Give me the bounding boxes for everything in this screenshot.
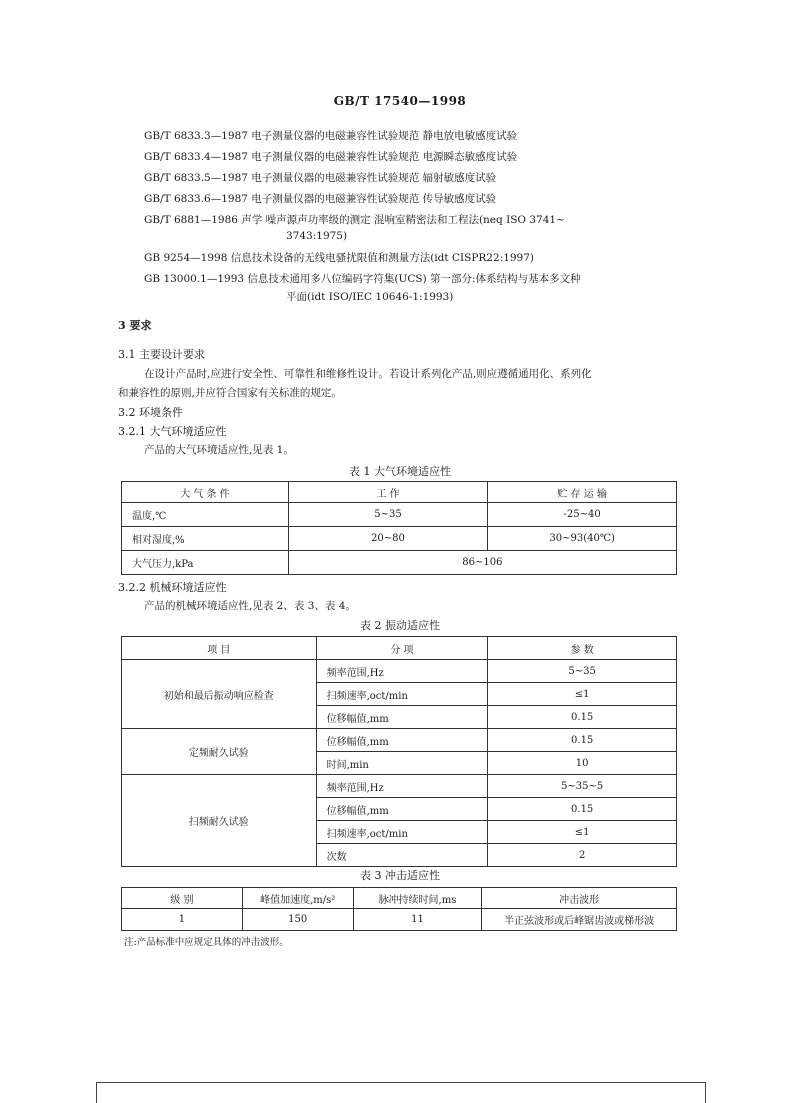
table-group-cell: 扫频耐久试验 [122,775,317,867]
standard-number-header: GB/T 17540—1998 [333,94,467,108]
page-bottom-frame [96,1082,706,1103]
table-cell: ≤1 [488,683,677,706]
table-cell: 20~80 [288,527,488,551]
table-3-note: 注:产品标准中应规定具体的冲击波形。 [124,937,289,948]
table-cell: 位移幅值,mm [316,798,488,821]
section-3-heading: 3 要求 [118,319,152,332]
table-cell: 150 [242,909,353,931]
table-cell: 5~35 [288,503,488,527]
reference-line-continued: 平面(idt ISO/IEC 10646-1:1993) [286,291,454,303]
table-1-atmospheric [121,481,677,575]
section-3-2-2-text: 产品的机械环境适应性,见表 2、表 3、表 4。 [144,600,356,612]
table-cell: 温度,℃ [122,503,289,527]
table-cell: 频率范围,Hz [316,775,488,798]
table-group-cell: 定频耐久试验 [122,729,317,775]
table-header-cell: 级 别 [122,888,243,909]
table-cell: 位移幅值,mm [316,706,488,729]
table-header-cell: 项 目 [122,637,317,660]
reference-line: GB/T 6833.5—1987 电子测量仪器的电磁兼容性试验规范 辐射敏感度试验 [144,172,497,184]
section-3-2-2-heading: 3.2.2 机械环境适应性 [118,581,227,594]
table-cell: 1 [122,909,243,931]
table-cell: 5~35 [488,660,677,683]
reference-line: GB/T 6833.6—1987 电子测量仪器的电磁兼容性试验规范 传导敏感度试验 [144,193,497,205]
table-cell: 扫频速率,oct/min [316,821,488,844]
table-cell: 30~93(40℃) [488,527,677,551]
section-3-2-1-heading: 3.2.1 大气环境适应性 [118,425,227,438]
table-header-cell: 脉冲持续时间,ms [353,888,482,909]
reference-line-continued: 3743:1975) [286,230,348,242]
table-cell: -25~40 [488,503,677,527]
table-cell: 2 [488,844,677,867]
table-cell: 10 [488,752,677,775]
table-cell: ≤1 [488,821,677,844]
table-cell: 大气压力,kPa [122,551,289,575]
reference-line: GB 13000.1—1993 信息技术通用多八位编码字符集(UCS) 第一部分:体系结构与基本多文种 [144,273,581,285]
table-cell: 半正弦波形或后峰锯齿波或梯形波 [482,909,677,931]
table-header-cell: 大 气 条 件 [122,482,289,503]
table-header-cell: 贮 存 运 输 [488,482,677,503]
table-3-shock [121,887,677,931]
table-header-cell: 分 项 [316,637,488,660]
table-header-cell: 参 数 [488,637,677,660]
table-group-cell: 初始和最后振动响应检查 [122,660,317,729]
table-cell: 位移幅值,mm [316,729,488,752]
section-3-1-text: 在设计产品时,应进行安全性、可靠性和维修性设计。若设计系列化产品,则应遵循通用化、系列化 [144,368,592,380]
table-cell: 86~106 [288,551,676,575]
table-header-cell: 工 作 [288,482,488,503]
table-cell: 0.15 [488,729,677,752]
section-3-2-1-text: 产品的大气环境适应性,见表 1。 [144,444,294,456]
table-cell: 0.15 [488,706,677,729]
table-cell: 扫频速率,oct/min [316,683,488,706]
table-header-cell: 冲击波形 [482,888,677,909]
section-3-1-text-cont: 和兼容性的原则,并应符合国家有关标准的规定。 [118,387,342,399]
table-cell: 时间,min [316,752,488,775]
table-cell: 5~35~5 [488,775,677,798]
section-3-2-heading: 3.2 环境条件 [118,406,183,419]
table-cell: 11 [353,909,482,931]
table-cell: 0.15 [488,798,677,821]
section-3-1-heading: 3.1 主要设计要求 [118,348,205,361]
reference-line: GB 9254—1998 信息技术设备的无线电骚扰限值和测量方法(idt CISPR22:1997) [144,252,535,264]
table-header-cell: 峰值加速度,m/s² [242,888,353,909]
table-cell: 频率范围,Hz [316,660,488,683]
table-3-caption: 表 3 冲击适应性 [360,869,440,882]
table-cell: 相对湿度,% [122,527,289,551]
reference-line: GB/T 6833.4—1987 电子测量仪器的电磁兼容性试验规范 电源瞬态敏感度试验 [144,151,518,163]
table-2-caption: 表 2 振动适应性 [360,619,440,632]
table-1-caption: 表 1 大气环境适应性 [349,465,451,478]
table-cell: 次数 [316,844,488,867]
table-2-vibration [121,636,677,867]
reference-line: GB/T 6881—1986 声学 噪声源声功率级的测定 混响室精密法和工程法(neq ISO 3741~ [144,214,565,226]
reference-line: GB/T 6833.3—1987 电子测量仪器的电磁兼容性试验规范 静电放电敏感度试验 [144,130,518,142]
